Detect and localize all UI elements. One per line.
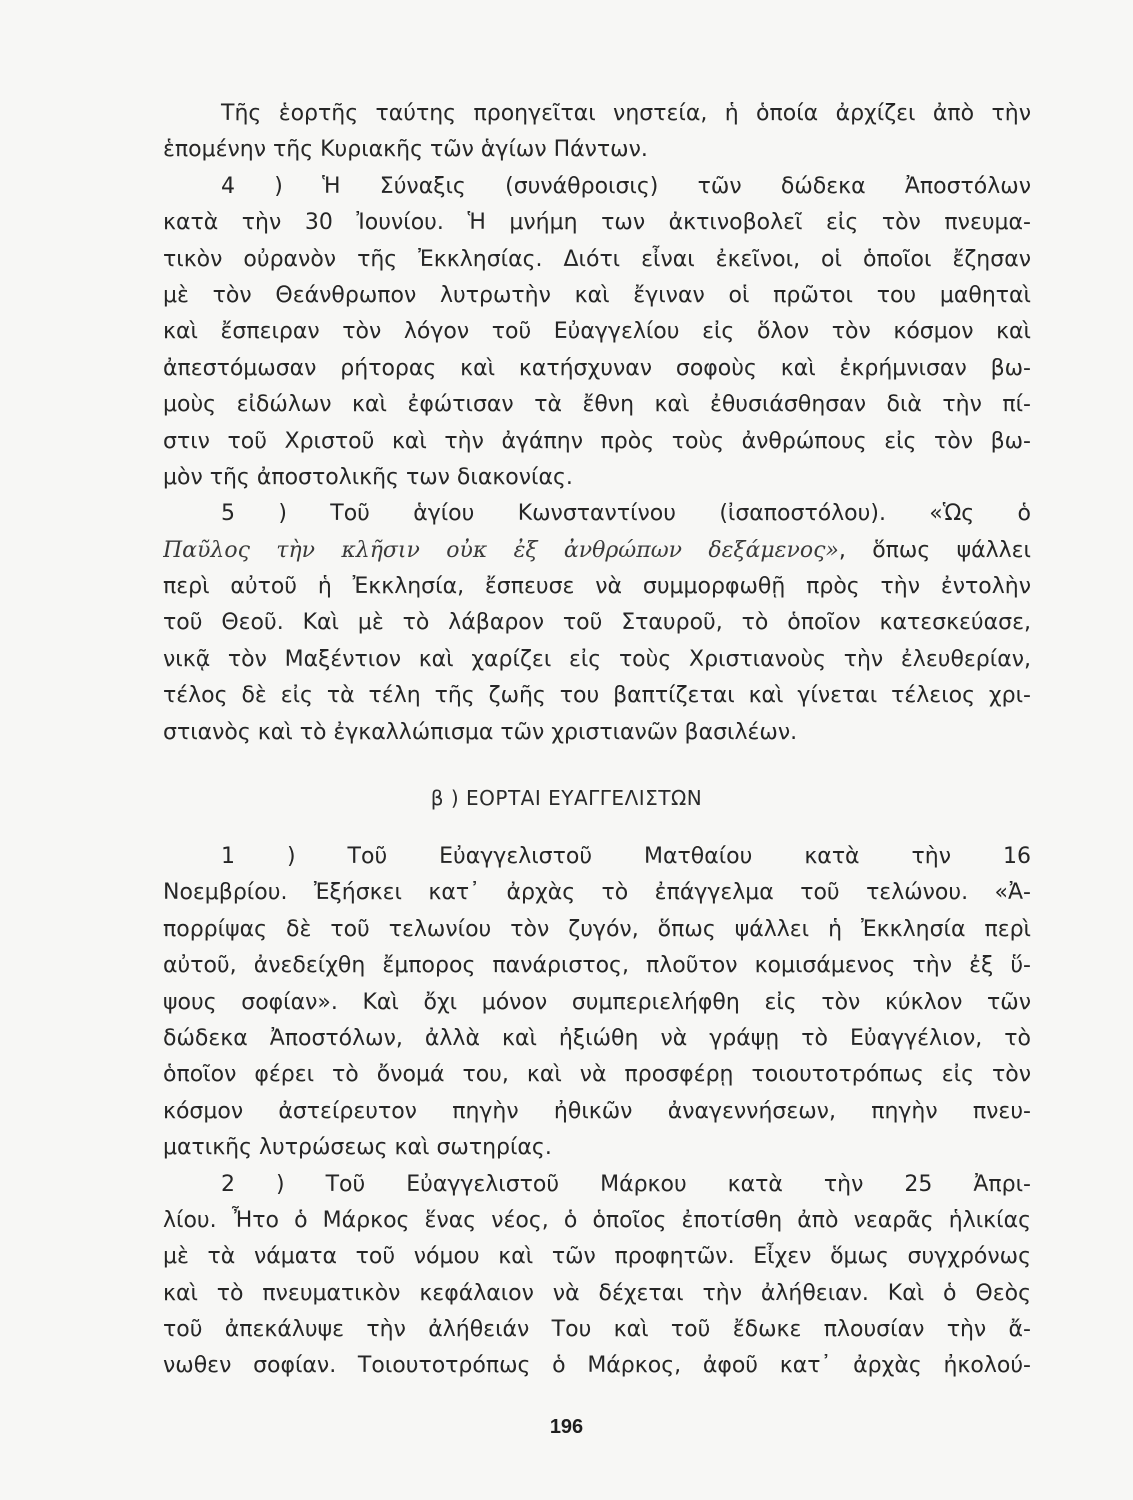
text-line: 1 ) Τοῦ Εὐαγγελιστοῦ Ματθαίου κατὰ τὴν 16 — [221, 844, 1031, 869]
text-line: Νοεμβρίου. Ἐξήσκει κατ᾿ ἀρχὰς τὸ ἐπάγγελμα τοῦ τελώνου. «Ἀ- — [163, 880, 1031, 906]
text-line: ματικῆς λυτρώσεως καὶ σωτηρίας. — [163, 1135, 552, 1161]
text-line: νωθεν σοφίαν. Τοιουτοτρόπως ὁ Μάρκος, ἀφοῦ κατ᾿ ἀρχὰς ἠκολού- — [163, 1353, 1031, 1379]
text-line: μοὺς εἰδώλων καὶ ἐφώτισαν τὰ ἔθνη καὶ ἐθυσιάσθησαν διὰ τὴν πί- — [163, 392, 1031, 418]
text-line: 2 ) Τοῦ Εὐαγγελιστοῦ Μάρκου κατὰ τὴν 25 Ἀπρι- — [221, 1171, 1031, 1197]
text-line: περὶ αὐτοῦ ἡ Ἐκκλησία, ἔσπευσε νὰ συμμορφωθῇ πρὸς τὴν ἐντολὴν — [163, 574, 1031, 600]
text-line: λίου. Ἦτο ὁ Μάρκος ἕνας νέος, ὁ ὁποῖος ἐποτίσθη ἀπὸ νεαρᾶς ἡλικίας — [163, 1207, 1031, 1233]
text-line: πορρίψας δὲ τοῦ τελωνίου τὸν ζυγόν, ὅπως ψάλλει ἡ Ἐκκλησία περὶ — [163, 916, 1031, 942]
page-number: 196 — [549, 1416, 584, 1438]
text-line: Παῦλος τὴν κλῆσιν οὐκ ἐξ ἀνθρώπων δεξάμενος», ὅπως ψάλλει — [163, 537, 1031, 563]
text-line: μὲ τὸν Θεάνθρωπον λυτρωτὴν καὶ ἔγιναν οἱ πρῶτοι του μαθηταὶ — [163, 282, 1031, 308]
text-line: κόσμον ἀστείρευτον πηγὴν ἠθικῶν ἀναγεννήσεων, πηγὴν πνευ- — [163, 1098, 1031, 1124]
text-line: καὶ ἔσπειραν τὸν λόγον τοῦ Εὐαγγελίου εἰς ὅλον τὸν κόσμον καὶ — [163, 319, 1031, 345]
text-line: στιανὸς καὶ τὸ ἐγκαλλώπισμα τῶν χριστιανῶν βασιλέων. — [163, 719, 798, 745]
text-line: κατὰ τὴν 30 Ἰουνίου. Ἡ μνήμη των ἀκτινοβολεῖ εἰς τὸν πνευμα- — [163, 210, 1031, 236]
text-line: μὲ τὰ νάματα τοῦ νόμου καὶ τῶν προφητῶν. Εἶχεν ὅμως συγχρόνως — [163, 1244, 1031, 1270]
text-line: 5 ) Τοῦ ἁγίου Κωνσταντίνου (ἰσαποστόλου). «Ὡς ὁ — [221, 501, 1031, 527]
text-line: τοῦ Θεοῦ. Καὶ μὲ τὸ λάβαρον τοῦ Σταυροῦ, τὸ ὁποῖον κατεσκεύασε, — [163, 610, 1031, 636]
text-line: 4 ) Ἡ Σύναξις (συνάθροισις) τῶν δώδεκα Ἀποστόλων — [221, 173, 1031, 199]
text-line: αὐτοῦ, ἀνεδείχθη ἔμπορος πανάριστος, πλοῦτον κομισάμενος τὴν ἐξ ὕ- — [163, 953, 1031, 979]
text-line: ἑπομένην τῆς Κυριακῆς τῶν ἁγίων Πάντων. — [163, 137, 648, 163]
section-heading: β ) ΕΟΡΤΑΙ ΕΥΑΓΓΕΛΙΣΤΩΝ — [430, 786, 703, 810]
text-line: καὶ τὸ πνευματικὸν κεφάλαιον νὰ δέχεται τὴν ἀλήθειαν. Καὶ ὁ Θεὸς — [163, 1280, 1031, 1306]
section-feasts-body — [163, 96, 1031, 751]
text-line: τοῦ ἀπεκάλυψε τὴν ἀλήθειάν Του καὶ τοῦ ἔδωκε πλουσίαν τὴν ἄ- — [163, 1317, 1031, 1343]
text-line: ὁποῖον φέρει τὸ ὄνομά του, καὶ νὰ προσφέρῃ τοιουτοτρόπως εἰς τὸν — [163, 1062, 1031, 1088]
text-line: δώδεκα Ἀποστόλων, ἀλλὰ καὶ ἠξιώθη νὰ γράψῃ τὸ Εὐαγγέλιον, τὸ — [163, 1025, 1031, 1051]
text-line: στιν τοῦ Χριστοῦ καὶ τὴν ἀγάπην πρὸς τοὺς ἀνθρώπους εἰς τὸν βω- — [163, 428, 1031, 454]
text-line: μὸν τῆς ἀποστολικῆς των διακονίας. — [163, 464, 573, 490]
quotation-text: Παῦλος τὴν κλῆσιν οὐκ ἐξ ἀνθρώπων δεξάμενος» — [163, 537, 839, 563]
section-evangelists-body — [163, 839, 1031, 1385]
text-line: ψους σοφίαν». Καὶ ὄχι μόνον συμπεριελήφθη εἰς τὸν κύκλον τῶν — [163, 989, 1031, 1015]
text-line: νικᾷ τὸν Μαξέντιον καὶ χαρίζει εἰς τοὺς Χριστιανοὺς τὴν ἐλευθερίαν, — [163, 646, 1031, 672]
text-line: τέλος δὲ εἰς τὰ τέλη τῆς ζωῆς του βαπτίζεται καὶ γίνεται τέλειος χρι- — [163, 683, 1031, 709]
text-line: Τῆς ἑορτῆς ταύτης προηγεῖται νηστεία, ἡ ὁποία ἀρχίζει ἀπὸ τὴν — [221, 101, 1031, 126]
text-line: ἀπεστόμωσαν ρήτορας καὶ κατήσχυναν σοφοὺς καὶ ἐκρήμνισαν βω- — [163, 355, 1031, 381]
text-line: τικὸν οὐρανὸν τῆς Ἐκκλησίας. Διότι εἶναι ἐκεῖνοι, οἱ ὁποῖοι ἔζησαν — [163, 246, 1031, 272]
